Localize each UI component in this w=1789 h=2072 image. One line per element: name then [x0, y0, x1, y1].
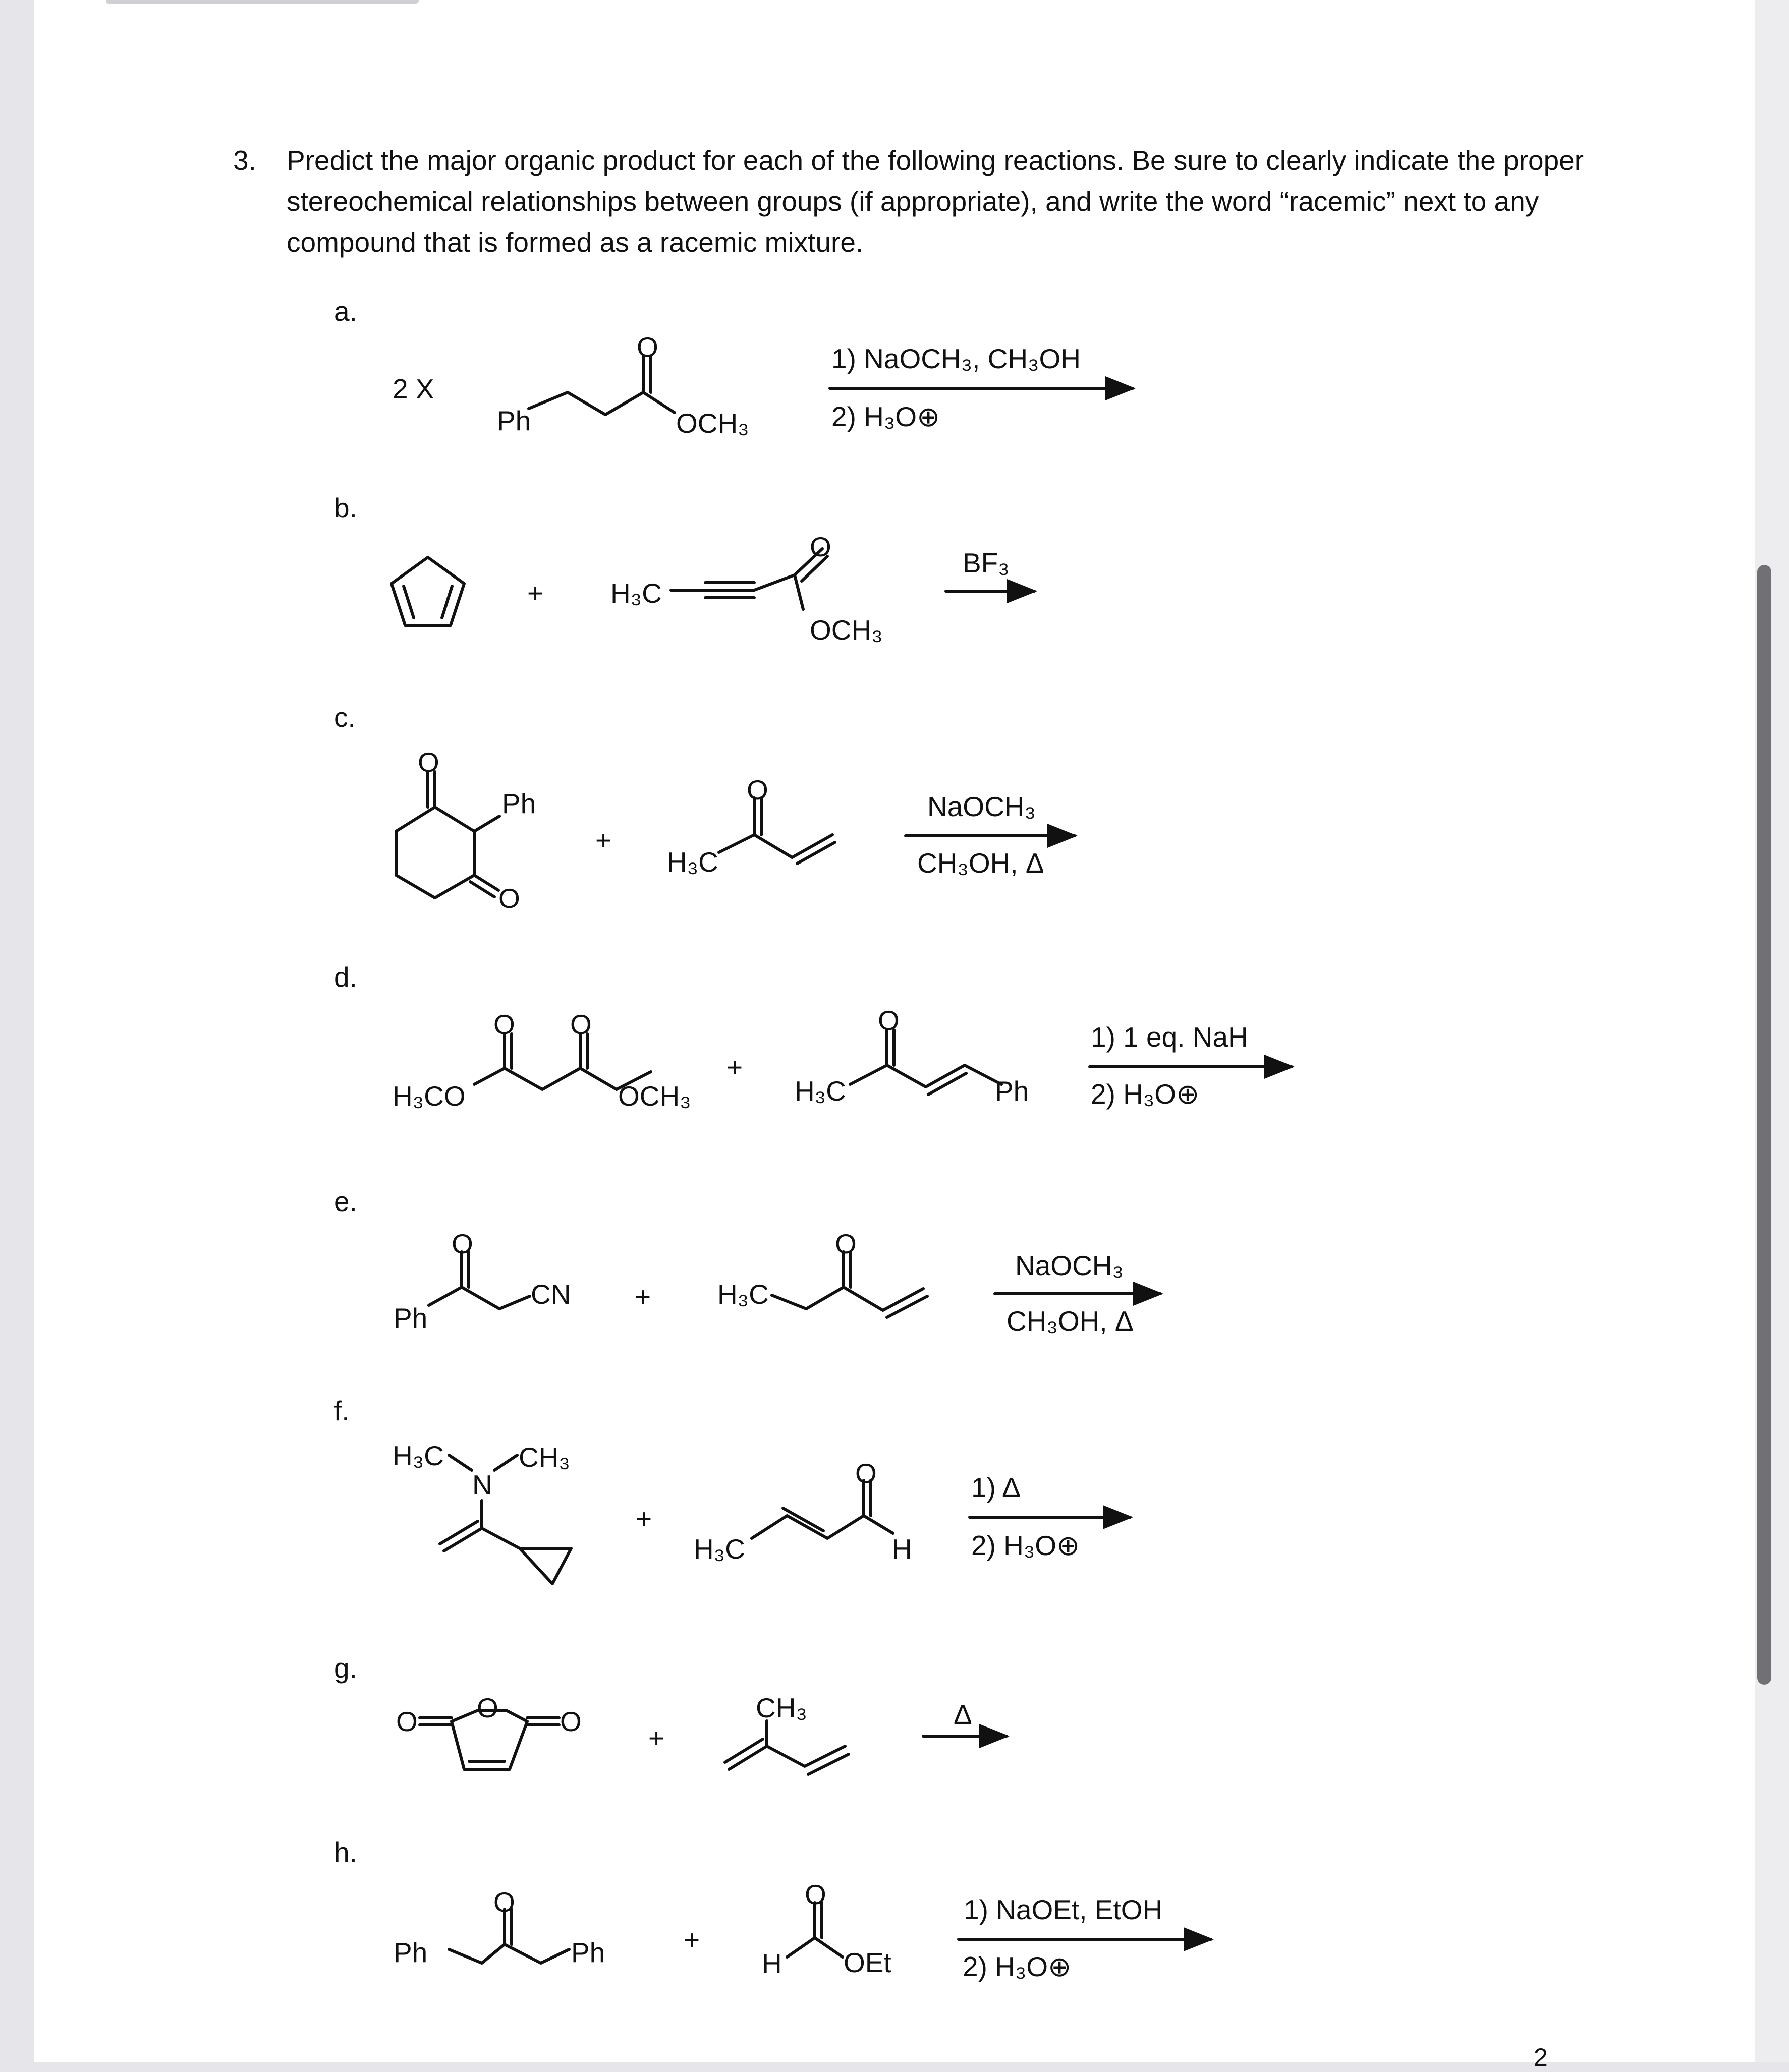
methyl-group: CH₃ [756, 1692, 807, 1723]
carbon-chain [529, 392, 675, 415]
oxygen-atom: O [493, 1886, 515, 1918]
reagent-condition-1: NaOCH₃ [1015, 1250, 1124, 1281]
plus-sign: + [726, 1052, 743, 1083]
hydrogen-atom: H [892, 1533, 912, 1565]
methyl-group: H₃C [694, 1533, 745, 1565]
plus-sign: + [527, 578, 544, 609]
carbon-chain [752, 1516, 893, 1538]
reagent-condition-1: 1) 1 eq. NaH [1091, 1021, 1248, 1053]
oxygen-atom: O [855, 1458, 877, 1489]
methoxy-group: H₃CO [393, 1080, 466, 1112]
reaction-d [393, 1005, 1292, 1112]
oxygen-atom: O [637, 331, 658, 363]
formate-bonds [787, 1938, 843, 1957]
ph-group: Ph [394, 1937, 428, 1968]
methoxy-group: OCH₃ [676, 408, 749, 439]
methyl-group: CH₃ [519, 1442, 570, 1473]
ph-group: Ph [502, 788, 536, 819]
single-bond [449, 1455, 472, 1470]
single-bond [494, 1455, 517, 1470]
methyl-group: H₃C [795, 1075, 846, 1107]
oxygen-atom: O [452, 1228, 473, 1259]
methyl-group: H₃C [610, 578, 662, 609]
reaction-label-c: c. [334, 702, 356, 733]
reaction-label-e: e. [334, 1186, 357, 1217]
reaction-a [393, 331, 1133, 439]
alkene-bond [887, 1296, 927, 1317]
reagent-condition-1: 1) NaOEt, EtOH [964, 1894, 1163, 1925]
reagent-condition-2: CH₃OH, Δ [917, 847, 1044, 879]
reaction-b [392, 531, 1034, 646]
ph-group: Ph [497, 405, 531, 436]
oxygen-atom: O [805, 1879, 826, 1910]
methoxy-group: OCH₃ [810, 614, 883, 646]
oxygen-atom: O [396, 1706, 418, 1737]
alkene-bond [783, 1508, 823, 1531]
carbon-chain [772, 1287, 923, 1310]
plus-sign: + [636, 1503, 652, 1534]
reagent-condition-2: 2) H₃O⊕ [1091, 1078, 1200, 1110]
reagent-condition-1: Δ [954, 1699, 972, 1730]
methoxy-group: OCH₃ [618, 1080, 691, 1112]
alkene-bond [808, 1754, 849, 1774]
page-number: 2 [1534, 2043, 1548, 2071]
reaction-label-h: h. [334, 1836, 357, 1868]
oxygen-atom: O [878, 1005, 900, 1036]
reaction-label-f: f. [334, 1395, 350, 1426]
oxygen-atom: O [835, 1228, 857, 1259]
carbon-chain [449, 1944, 569, 1963]
reagent-condition-1: NaOCH₃ [927, 791, 1036, 822]
question-text: Predict the major organic product for each of the following reactions. Be sure to clearly indicate the proper stereochemical relationships between groups (if appropriate), and write the word “racemic” next to any compound that is formed as a racemic mixture. [287, 145, 1584, 258]
reagent-condition-1: BF₃ [963, 547, 1010, 579]
ethoxy-group: OEt [844, 1947, 891, 1978]
plus-sign: + [684, 1924, 700, 1955]
reaction-g [396, 1692, 1007, 1774]
phenyl-bond [474, 816, 499, 831]
oxygen-atom: O [747, 774, 768, 805]
reagent-condition-2: 2) H₃O⊕ [971, 1530, 1080, 1561]
carbon-chain [429, 1287, 530, 1309]
ph-group: Ph [571, 1937, 605, 1968]
double-bond [404, 586, 414, 618]
methyl-group: H₃C [667, 846, 718, 878]
reagent-condition-2: 2) H₃O⊕ [963, 1951, 1072, 1982]
reagent-condition-1: 1) NaOCH₃, CH₃OH [831, 343, 1081, 374]
cyclopentadiene-ring [392, 557, 464, 625]
reaction-label-b: b. [334, 492, 357, 524]
single-bond [482, 1528, 520, 1548]
ph-group: Ph [394, 1302, 428, 1334]
plus-sign: + [635, 1281, 651, 1312]
ph-group: Ph [995, 1075, 1029, 1107]
methyl-group: H₃C [393, 1440, 444, 1471]
reaction-c [396, 746, 1075, 914]
oxygen-atom: O [570, 1009, 592, 1040]
hydrogen-atom: H [762, 1948, 782, 1979]
reaction-label-a: a. [334, 296, 357, 327]
methyl-group: H₃C [717, 1279, 769, 1310]
reaction-label-d: d. [334, 961, 357, 993]
oxygen-atom: O [498, 883, 520, 914]
nitrile-group: CN [531, 1279, 571, 1310]
oxygen-atom: O [493, 1009, 515, 1040]
question-number: 3. [233, 145, 256, 176]
reagent-condition-2: 2) H₃O⊕ [831, 401, 940, 432]
coefficient-a: 2 X [393, 373, 434, 405]
reagent-condition-2: CH₃OH, Δ [1007, 1305, 1134, 1337]
plus-sign: + [595, 825, 612, 856]
reaction-e [394, 1228, 1160, 1337]
double-bond [442, 586, 452, 618]
oxygen-atom: O [810, 531, 831, 562]
plus-sign: + [648, 1722, 665, 1754]
oxygen-atom: O [560, 1706, 582, 1737]
reaction-f [393, 1440, 1130, 1584]
reagent-condition-1: 1) Δ [971, 1472, 1021, 1503]
reaction-label-g: g. [334, 1652, 357, 1684]
cyclohexane-ring [396, 807, 474, 898]
reaction-h [394, 1879, 1211, 1982]
oxygen-atom: O [418, 746, 439, 778]
oxygen-atom: O [477, 1692, 498, 1723]
carbon-chain [850, 1065, 1001, 1087]
nitrogen-atom: N [472, 1469, 492, 1501]
cyclopropane-ring [520, 1548, 571, 1584]
